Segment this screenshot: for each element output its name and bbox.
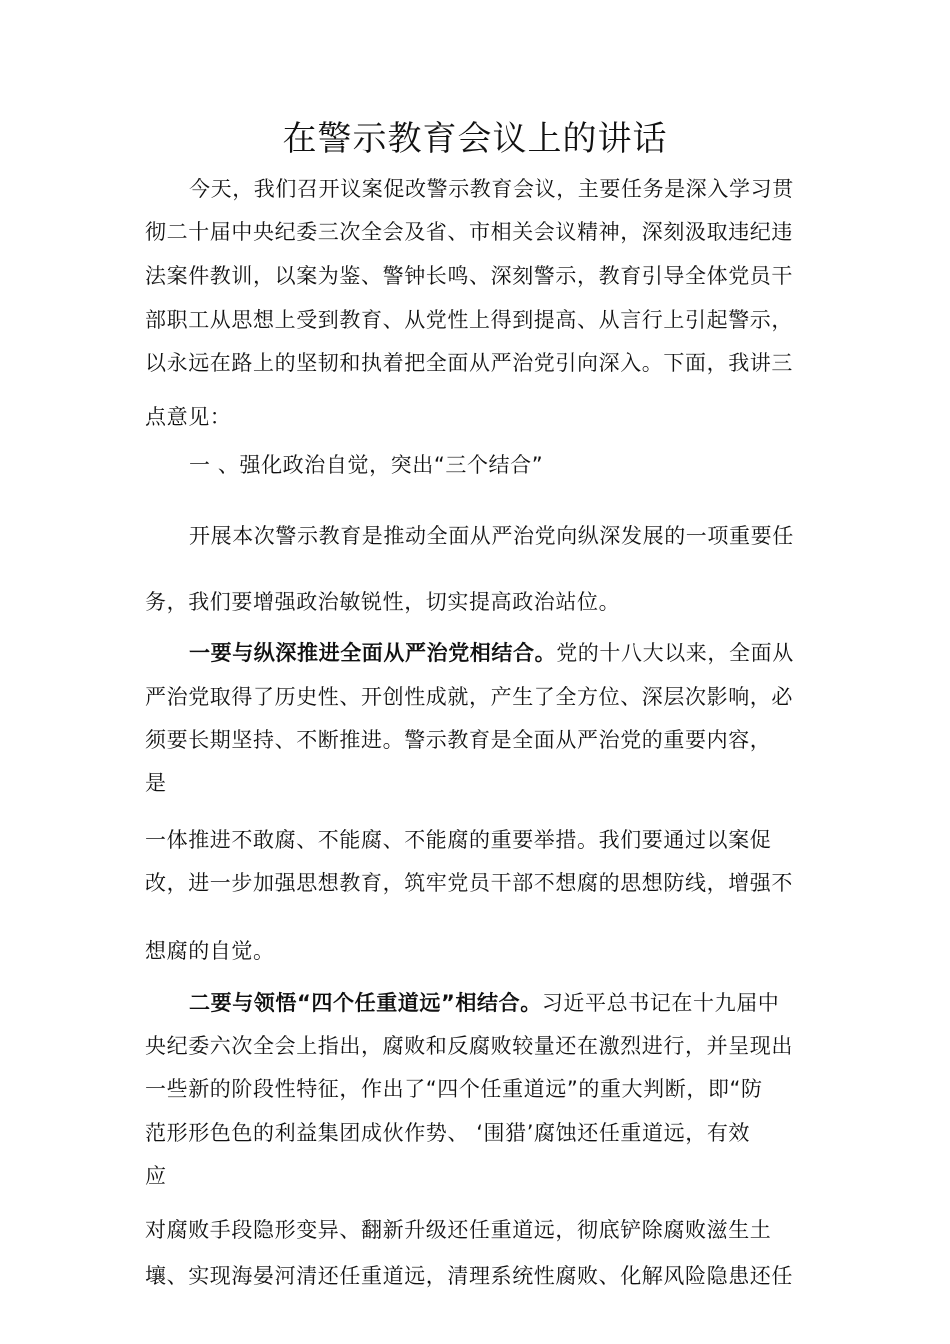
paragraph-line: 彻二十届中央纪委三次全会及省、市相关会议精神，深刻汲取违纪违 [145,220,793,244]
paragraph-line: 是 [145,771,167,795]
paragraph-line: 应 [145,1164,167,1188]
paragraph-line: 改，进一步加强思想教育，筑牢党员干部不想腐的思想防线，增强不 [145,871,793,895]
paragraph-line: 部职工从思想上受到教育、从党性上得到提高、从言行上引起警示， [145,308,793,332]
paragraph-text: 党的十八大以来，全面从 [556,641,794,665]
paragraph-line: 须要长期坚持、不断推进。警示教育是全面从严治党的重要内容， [145,728,772,752]
paragraph-line: 想腐的自觉。 [145,939,275,963]
paragraph-line: 严治党取得了历史性、开创性成就，产生了全方位、深层次影响，必 [145,685,793,709]
paragraph-line: 一体推进不敢腐、不能腐、不能腐的重要举措。我们要通过以案促 [145,828,772,852]
document-title: 在警示教育会议上的讲话 [282,119,668,159]
paragraph-text: 习近平总书记在十九届中 [541,991,780,1015]
paragraph-line: 点意见： [145,405,232,429]
paragraph-line: 开展本次警示教育是推动全面从严治党向纵深发展的一项重要任 [189,524,794,548]
paragraph-line: 以永远在路上的坚韧和执着把全面从严治党引向深入。下面，我讲三 [145,351,793,375]
paragraph-line: 范形形色色的利益集团成伙作势、 ‘围猎’腐蚀还任重道远，有效 [145,1121,751,1145]
paragraph-line: 法案件教训，以案为鉴、警钟长鸣、深刻警示，教育引导全体党员干 [145,264,793,288]
bold-lead: 一要与纵深推进全面从严治党相结合。 [189,641,557,665]
paragraph-line: 央纪委六次全会上指出，腐败和反腐败较量还在激烈进行，并呈现出 [145,1034,793,1058]
paragraph-line [189,638,794,668]
paragraph-line: 一些新的阶段性特征，作出了“四个任重道远”的重大判断，即“防 [145,1077,763,1101]
paragraph-line: 壤、实现海晏河清还任重道远，清理系统性腐败、化解风险隐患还任 [145,1264,793,1288]
paragraph-line: 务，我们要增强政治敏锐性，切实提高政治站位。 [145,590,621,614]
paragraph-line: 对腐败手段隐形变异、翻新升级还任重道远，彻底铲除腐败滋生土 [145,1218,772,1242]
bold-lead: 二要与领悟“四个任重道远”相结合。 [189,991,542,1015]
paragraph-line [189,988,779,1018]
section-heading: 一 、强化政治自觉，突出“三个结合” [189,453,544,477]
paragraph-line: 今天，我们召开议案促改警示教育会议，主要任务是深入学习贯 [189,177,794,201]
